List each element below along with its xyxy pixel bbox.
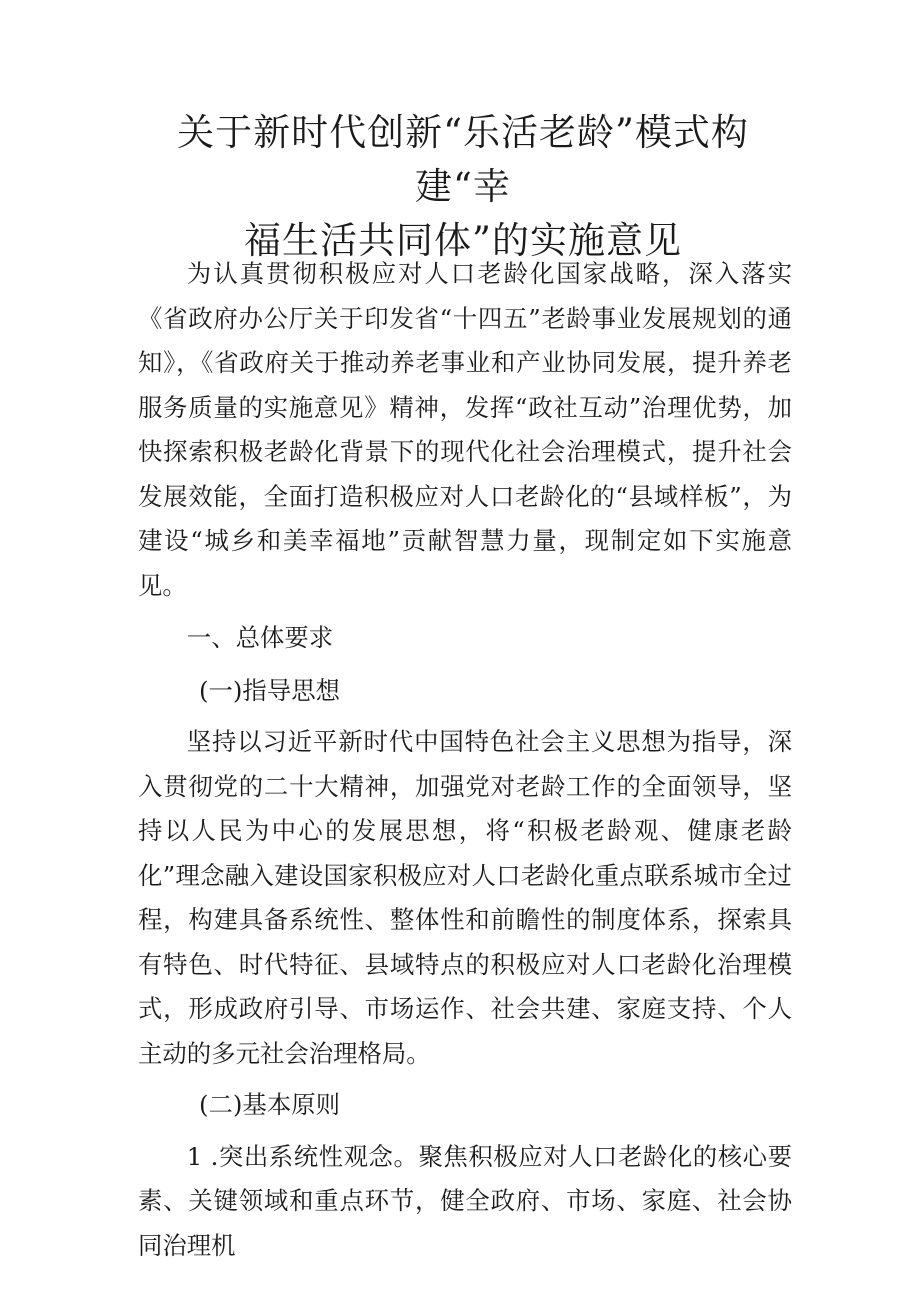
- section-heading-general-requirements: 一、总体要求: [186, 623, 334, 652]
- document-body: [138, 252, 792, 1268]
- title-line-2: 福生活共同体”的实施意见: [244, 219, 682, 262]
- document-title: [138, 106, 788, 268]
- subsection-heading-basic-principles: (二)基本原则: [199, 1090, 340, 1119]
- principle-1-paragraph: 1 .突出系统性观念。聚焦积极应对人口老龄化的核心要素、关键领域和重点环节，健全政府、市场、家庭、社会协同治理机: [138, 1141, 792, 1260]
- title-line-1: 关于新时代创新“乐活老龄”模式构建“幸: [177, 111, 749, 208]
- intro-paragraph: 为认真贯彻积极应对人口老龄化国家战略，深入落实《省政府办公厅关于印发省“十四五”老龄事业发展规划的通知》，《省政府关于推动养老事业和产业协同发展，提升养老服务质量的实施意见》精神，发挥“政社互动”治理优势，加快探索积极老龄化背景下的现代化社会治理模式，提升社会发展效能，全面打造积极应对人口老龄化的“县域样板”，为建设“城乡和美幸福地”贡献智慧力量，现制定如下实施意见。: [138, 259, 792, 600]
- guiding-ideology-paragraph: 坚持以习近平新时代中国特色社会主义思想为指导，深入贯彻党的二十大精神，加强党对老龄工作的全面领导，坚持以人民为中心的发展思想，将“积极老龄观、健康老龄化”理念融入建设国家积极应对人口老龄化重点联系城市全过程，构建具备系统性、整体性和前瞻性的制度体系，探索具有特色、时代特征、县域特点的积极应对人口老龄化治理模式，形成政府引导、市场运作、社会共建、家庭支持、个人主动的多元社会治理格局。: [138, 727, 792, 1068]
- subsection-heading-guiding-ideology: (一)指导思想: [199, 675, 340, 705]
